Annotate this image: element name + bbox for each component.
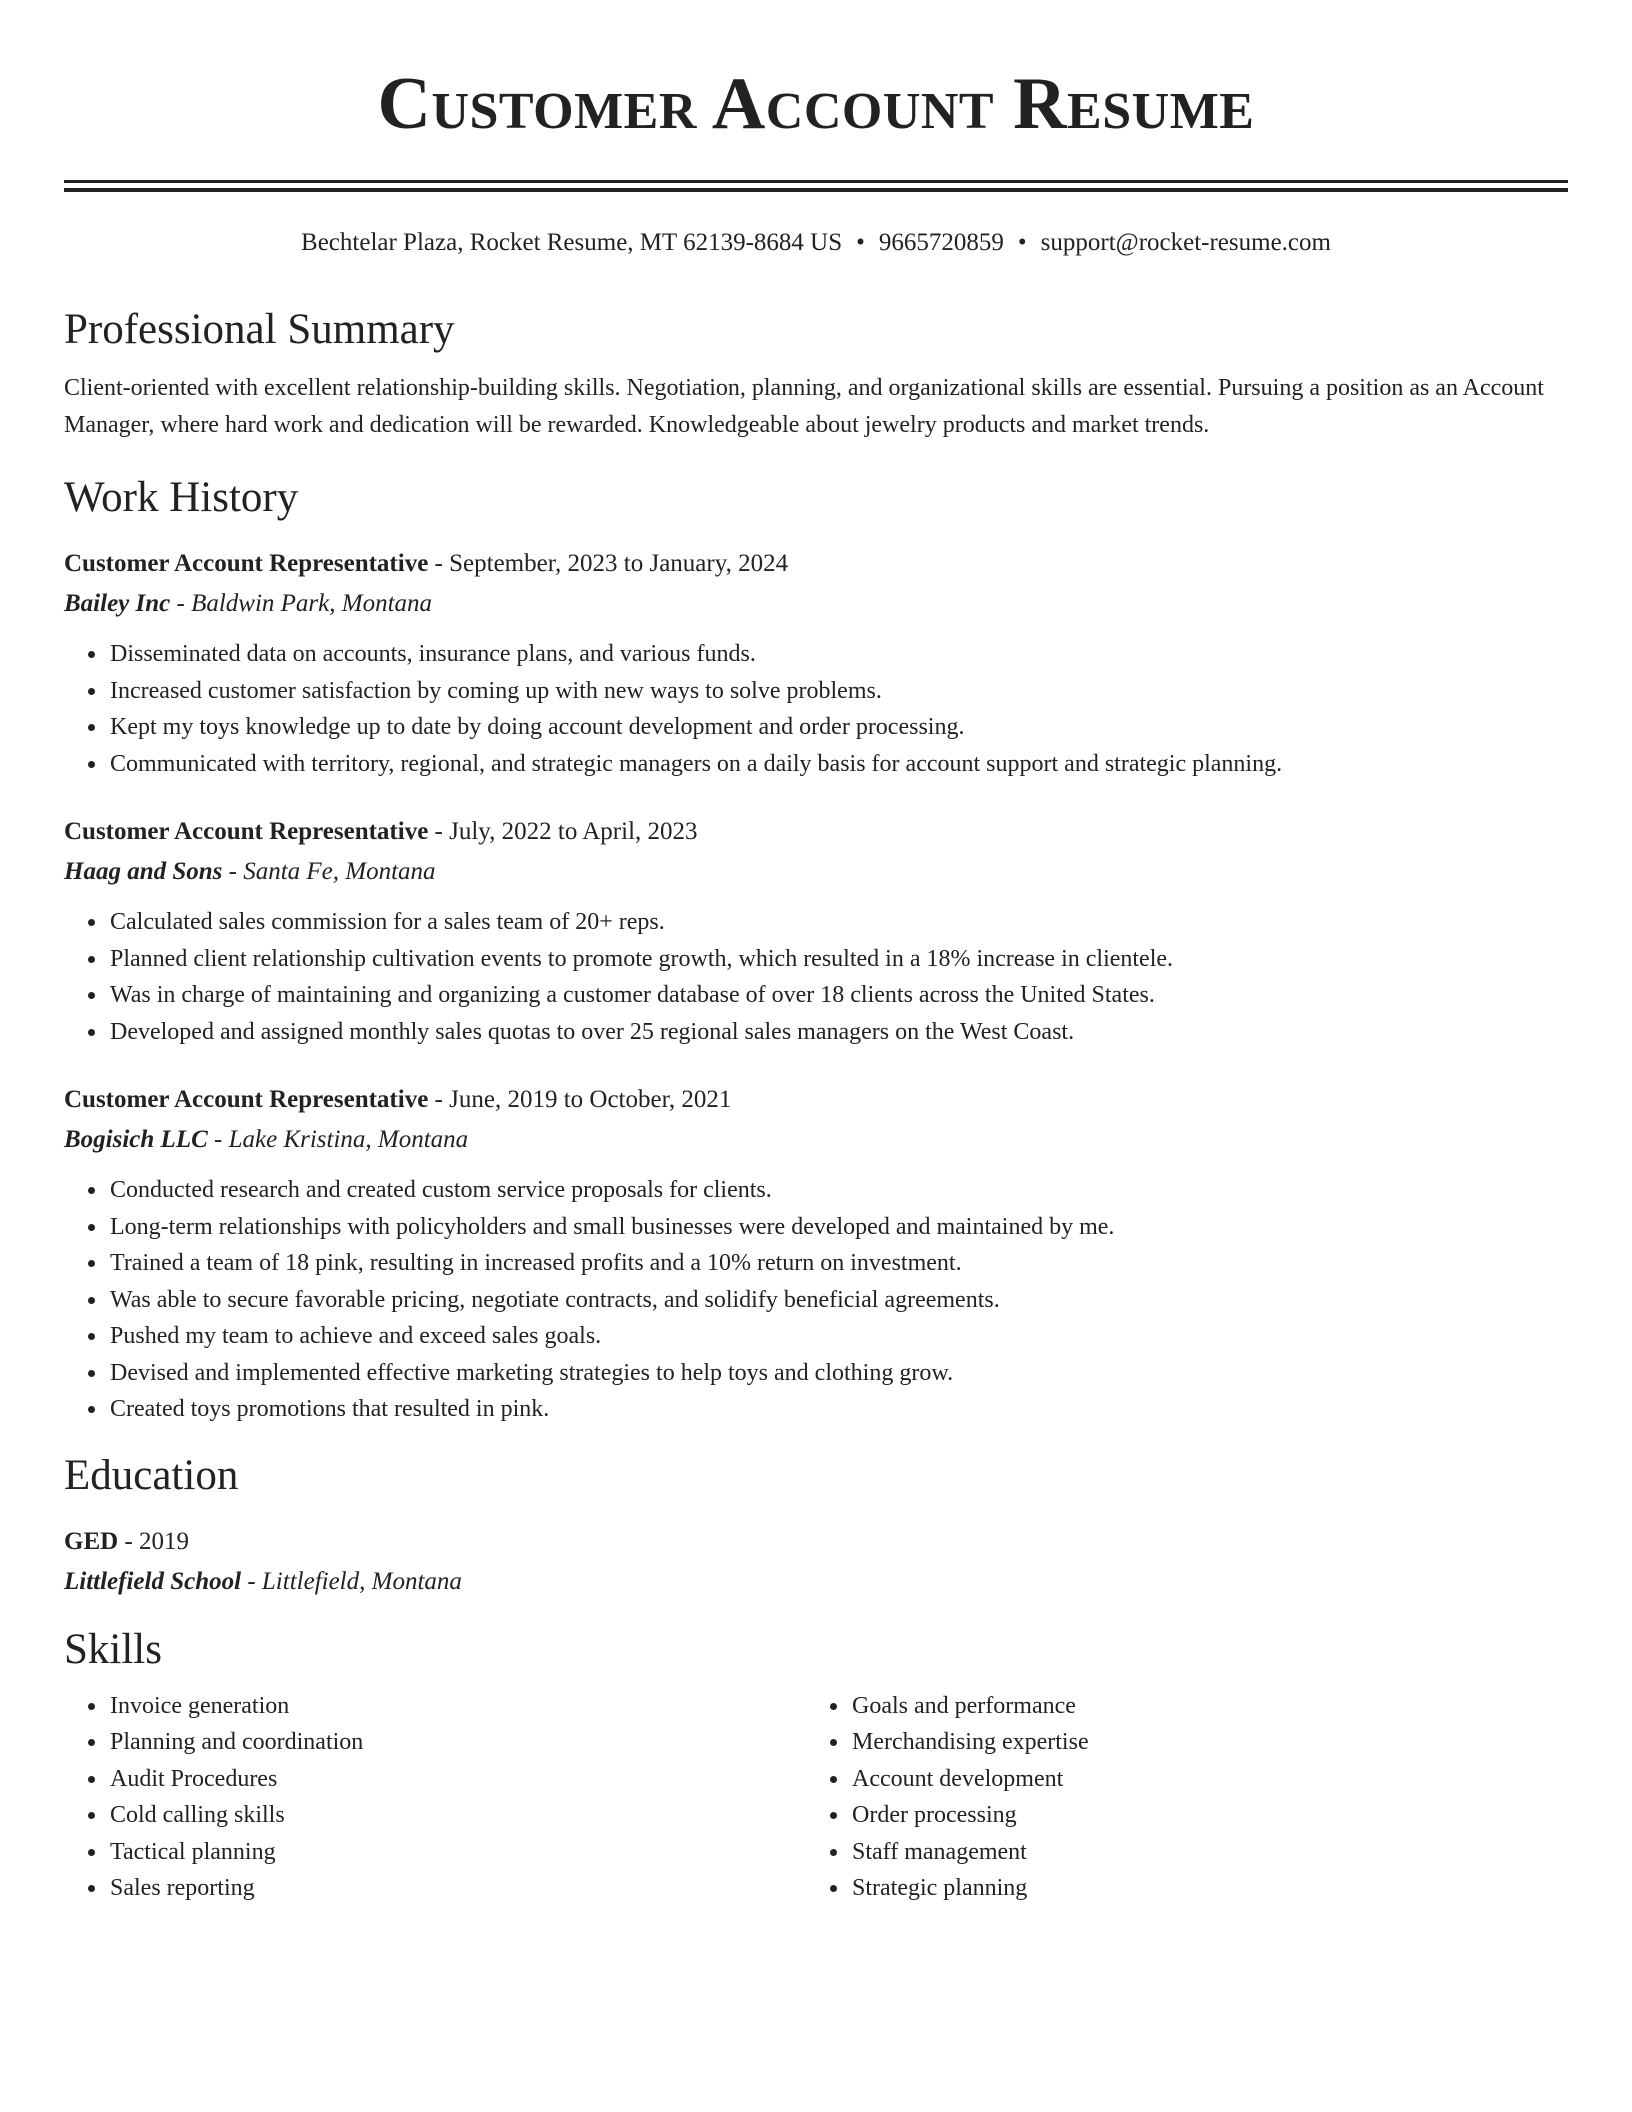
skills-column-left: [64, 1688, 806, 1907]
list-item: • Audit Procedures: [108, 1761, 806, 1798]
job-dates: June, 2019 to October, 2021: [449, 1086, 732, 1113]
contact-separator: •: [1017, 229, 1027, 256]
employer-line: [64, 584, 1568, 624]
company-location: Lake Kristina, Montana: [228, 1126, 469, 1153]
list-item: • Created toys promotions that resulted in pink.: [108, 1391, 1568, 1428]
school-location: Littlefield, Montana: [261, 1567, 462, 1595]
dash: -: [207, 1126, 229, 1153]
contact-separator: •: [856, 229, 865, 256]
title-divider: [64, 180, 1568, 192]
job-title-line: [64, 812, 1568, 852]
list-item: • Order processing: [850, 1797, 1568, 1834]
list-item: • Increased customer satisfaction by coming up with new ways to solve problems.: [108, 673, 1568, 710]
job-dates: July, 2022 to April, 2023: [449, 818, 698, 845]
job-entry: [64, 1080, 1568, 1428]
job-title-line: [64, 544, 1568, 584]
skills-list: [64, 1688, 806, 1907]
summary-heading: Professional Summary: [64, 306, 455, 353]
list-item: • Merchandising expertise: [850, 1724, 1568, 1761]
job-title: Customer Account Representative: [64, 550, 429, 577]
job-duties-list: [64, 636, 1568, 782]
degree: GED: [64, 1527, 119, 1555]
list-item: • Trained a team of 18 pink, resulting in increased profits and a 10% return on investment.: [108, 1245, 1568, 1282]
contact-line: [64, 226, 1568, 260]
list-item: • Was in charge of maintaining and organizing a customer database of over 18 clients across the United States.: [108, 977, 1568, 1014]
job-dates: September, 2023 to January, 2024: [449, 550, 789, 577]
contact-email: support@rocket-resume.com: [1040, 229, 1331, 256]
education-entry: [64, 1522, 1568, 1602]
company-location: Santa Fe, Montana: [243, 858, 436, 885]
list-item: • Long-term relationships with policyholders and small businesses were developed and maintained by me.: [108, 1209, 1568, 1246]
list-item: • Invoice generation: [108, 1688, 806, 1725]
summary-text: Client-oriented with excellent relationship-building skills. Negotiation, planning, and organizational skills are essential. Pursuing a position as an Account Manager, where hard work and dedication will be rewarded. Knowledgeable about jewelry products and market trends.: [64, 375, 1544, 438]
company-name: Bailey Inc: [64, 590, 171, 617]
dash: -: [241, 1567, 262, 1595]
skills-column-right: [806, 1688, 1568, 1907]
job-title-line: [64, 1080, 1568, 1120]
list-item: • Disseminated data on accounts, insurance plans, and various funds.: [108, 636, 1568, 673]
list-item: • Was able to secure favorable pricing, negotiate contracts, and solidify beneficial agreements.: [108, 1282, 1568, 1319]
skills-columns: [64, 1688, 1568, 1907]
employer-line: [64, 1120, 1568, 1160]
list-item: • Devised and implemented effective marketing strategies to help toys and clothing grow.: [108, 1355, 1568, 1392]
school-name: Littlefield School: [64, 1567, 242, 1595]
list-item: • Calculated sales commission for a sales team of 20+ reps.: [108, 904, 1568, 941]
job-entry: [64, 812, 1568, 1050]
list-item: • Planning and coordination: [108, 1724, 806, 1761]
education-heading: Education: [64, 1451, 239, 1499]
dash: -: [428, 550, 450, 577]
company-name: Haag and Sons: [64, 858, 223, 885]
skills-heading: Skills: [64, 1625, 162, 1673]
work-history-heading: Work History: [64, 474, 299, 521]
dash: -: [428, 818, 450, 845]
graduation-year: 2019: [139, 1527, 190, 1555]
list-item: • Tactical planning: [108, 1834, 806, 1871]
company-name: Bogisich LLC: [64, 1126, 208, 1153]
list-item: • Goals and performance: [850, 1688, 1568, 1725]
dash: -: [170, 590, 192, 617]
degree-line: [64, 1522, 1568, 1562]
job-title: Customer Account Representative: [64, 818, 429, 845]
list-item: • Sales reporting: [108, 1870, 806, 1907]
job-duties-list: [64, 1172, 1568, 1428]
list-item: • Strategic planning: [850, 1870, 1568, 1907]
employer-line: [64, 852, 1568, 892]
list-item: • Conducted research and created custom service proposals for clients.: [108, 1172, 1568, 1209]
list-item: • Cold calling skills: [108, 1797, 806, 1834]
list-item: • Account development: [850, 1761, 1568, 1798]
dash: -: [118, 1527, 140, 1555]
school-line: [64, 1562, 1568, 1602]
list-item: • Pushed my team to achieve and exceed sales goals.: [108, 1318, 1568, 1355]
list-item: • Staff management: [850, 1834, 1568, 1871]
job-title: Customer Account Representative: [64, 1086, 429, 1113]
contact-address: Bechtelar Plaza, Rocket Resume, MT 62139-8684 US: [301, 229, 843, 256]
list-item: • Planned client relationship cultivation events to promote growth, which resulted in a 18% increase in clientele.: [108, 941, 1568, 978]
contact-phone: 9665720859: [878, 229, 1004, 256]
dash: -: [222, 858, 244, 885]
skills-list: [806, 1688, 1568, 1907]
resume-title: Customer Account Resume: [377, 63, 1255, 145]
list-item: • Kept my toys knowledge up to date by doing account development and order processing.: [108, 709, 1568, 746]
list-item: • Developed and assigned monthly sales quotas to over 25 regional sales managers on the West Coast.: [108, 1014, 1568, 1051]
job-entry: [64, 544, 1568, 782]
dash: -: [428, 1086, 450, 1113]
list-item: • Communicated with territory, regional, and strategic managers on a daily basis for account support and strategic planning.: [108, 746, 1568, 783]
company-location: Baldwin Park, Montana: [191, 590, 433, 617]
job-duties-list: [64, 904, 1568, 1050]
